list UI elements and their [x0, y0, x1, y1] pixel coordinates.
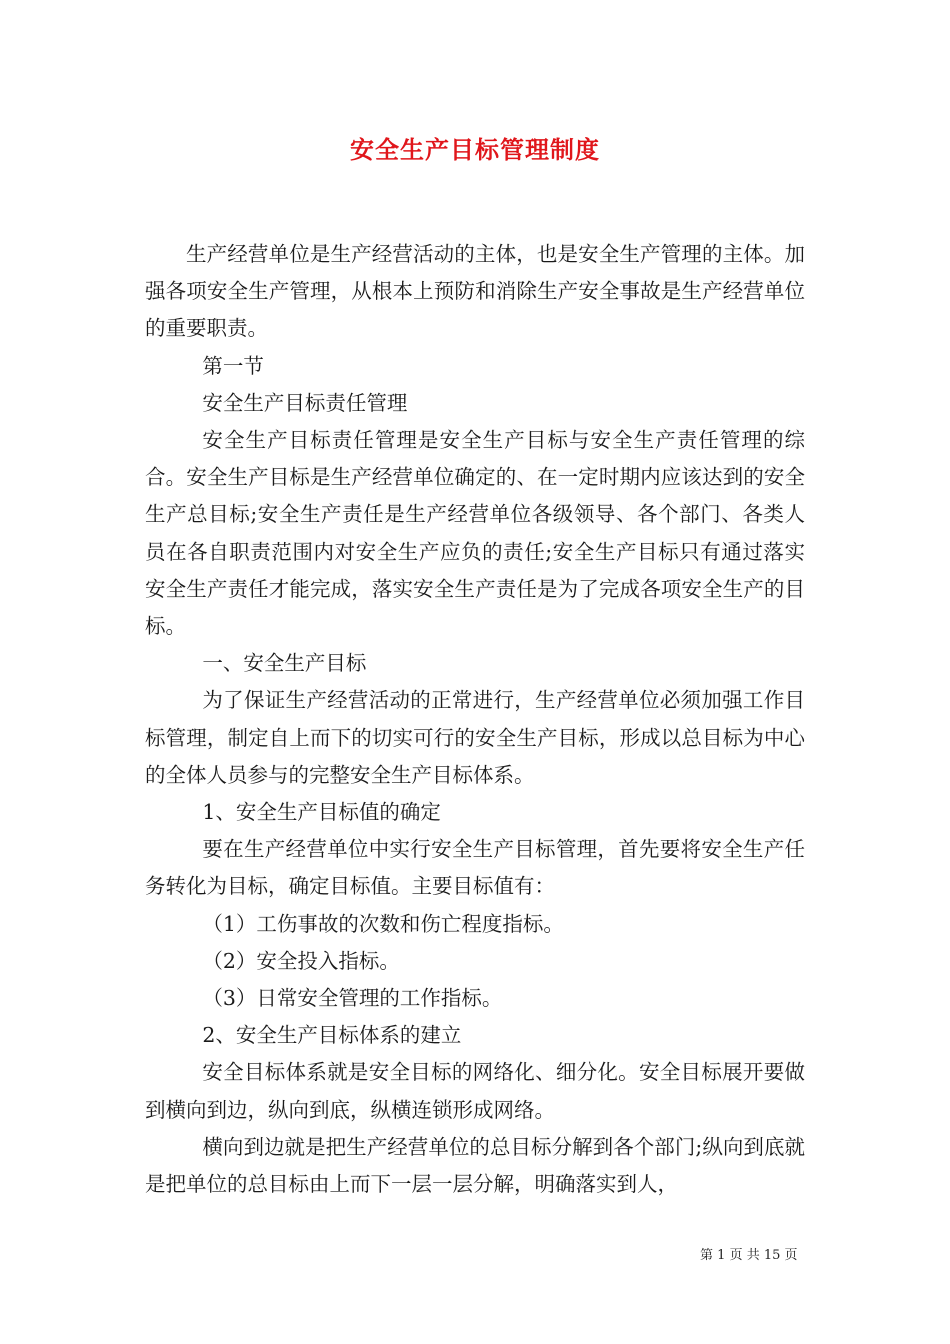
document-body	[145, 236, 805, 1203]
list-item: （2）安全投入指标。	[202, 948, 400, 973]
subheading-target-system: 2、安全生产目标体系的建立	[202, 1023, 462, 1048]
subheading-safety-target: 一、安全生产目标	[202, 651, 367, 676]
paragraph-intro: 生产经营单位是生产经营活动的主体，也是安全生产管理的主体。加强各项安全生产管理，从根本上预防和消除生产安全事故是生产经营单位的重要职责。	[145, 242, 805, 341]
subheading-target-value: 1、安全生产目标值的确定	[202, 800, 441, 825]
page-number-footer	[700, 1247, 820, 1265]
paragraph-target-responsibility: 安全生产目标责任管理是安全生产目标与安全生产责任管理的综合。安全生产目标是生产经营单位确定的、在一定时期内应该达到的安全生产总目标;安全生产责任是生产经营单位各级领导、各个部门、各类人员在各自职责范围内对安全生产应负的责任;安全生产目标只有通过落实安全生产责任才能完成，落实安全生产责任是为了完成各项安全生产的目标。	[145, 428, 805, 639]
list-item: （1）工伤事故的次数和伤亡程度指标。	[202, 911, 564, 936]
paragraph-target-system: 安全目标体系就是安全目标的网络化、细分化。安全目标展开要做到横向到边，纵向到底，纵横连锁形成网络。	[145, 1060, 805, 1122]
paragraph-target-management: 为了保证生产经营活动的正常进行，生产经营单位必须加强工作目标管理，制定自上而下的切实可行的安全生产目标，形成以总目标为中心的全体人员参与的完整安全生产目标体系。	[145, 688, 805, 787]
footer-total: 15	[763, 1248, 781, 1263]
paragraph-horizontal-vertical: 横向到边就是把生产经营单位的总目标分解到各个部门;纵向到底就是把单位的总目标由上而下一层一层分解，明确落实到人，	[145, 1134, 805, 1197]
footer-page: 1	[717, 1248, 726, 1263]
section-heading: 第一节	[202, 353, 264, 378]
section-title: 安全生产目标责任管理	[202, 390, 408, 415]
footer-middle: 页 共	[729, 1248, 760, 1263]
document-title: 安全生产目标管理制度	[350, 136, 600, 164]
paragraph-target-value: 要在生产经营单位中实行安全生产目标管理，首先要将安全生产任务转化为目标，确定目标值。主要目标值有：	[145, 837, 805, 899]
list-item: （3）日常安全管理的工作指标。	[202, 986, 503, 1011]
footer-prefix: 第	[700, 1248, 714, 1263]
footer-suffix: 页	[784, 1248, 798, 1263]
